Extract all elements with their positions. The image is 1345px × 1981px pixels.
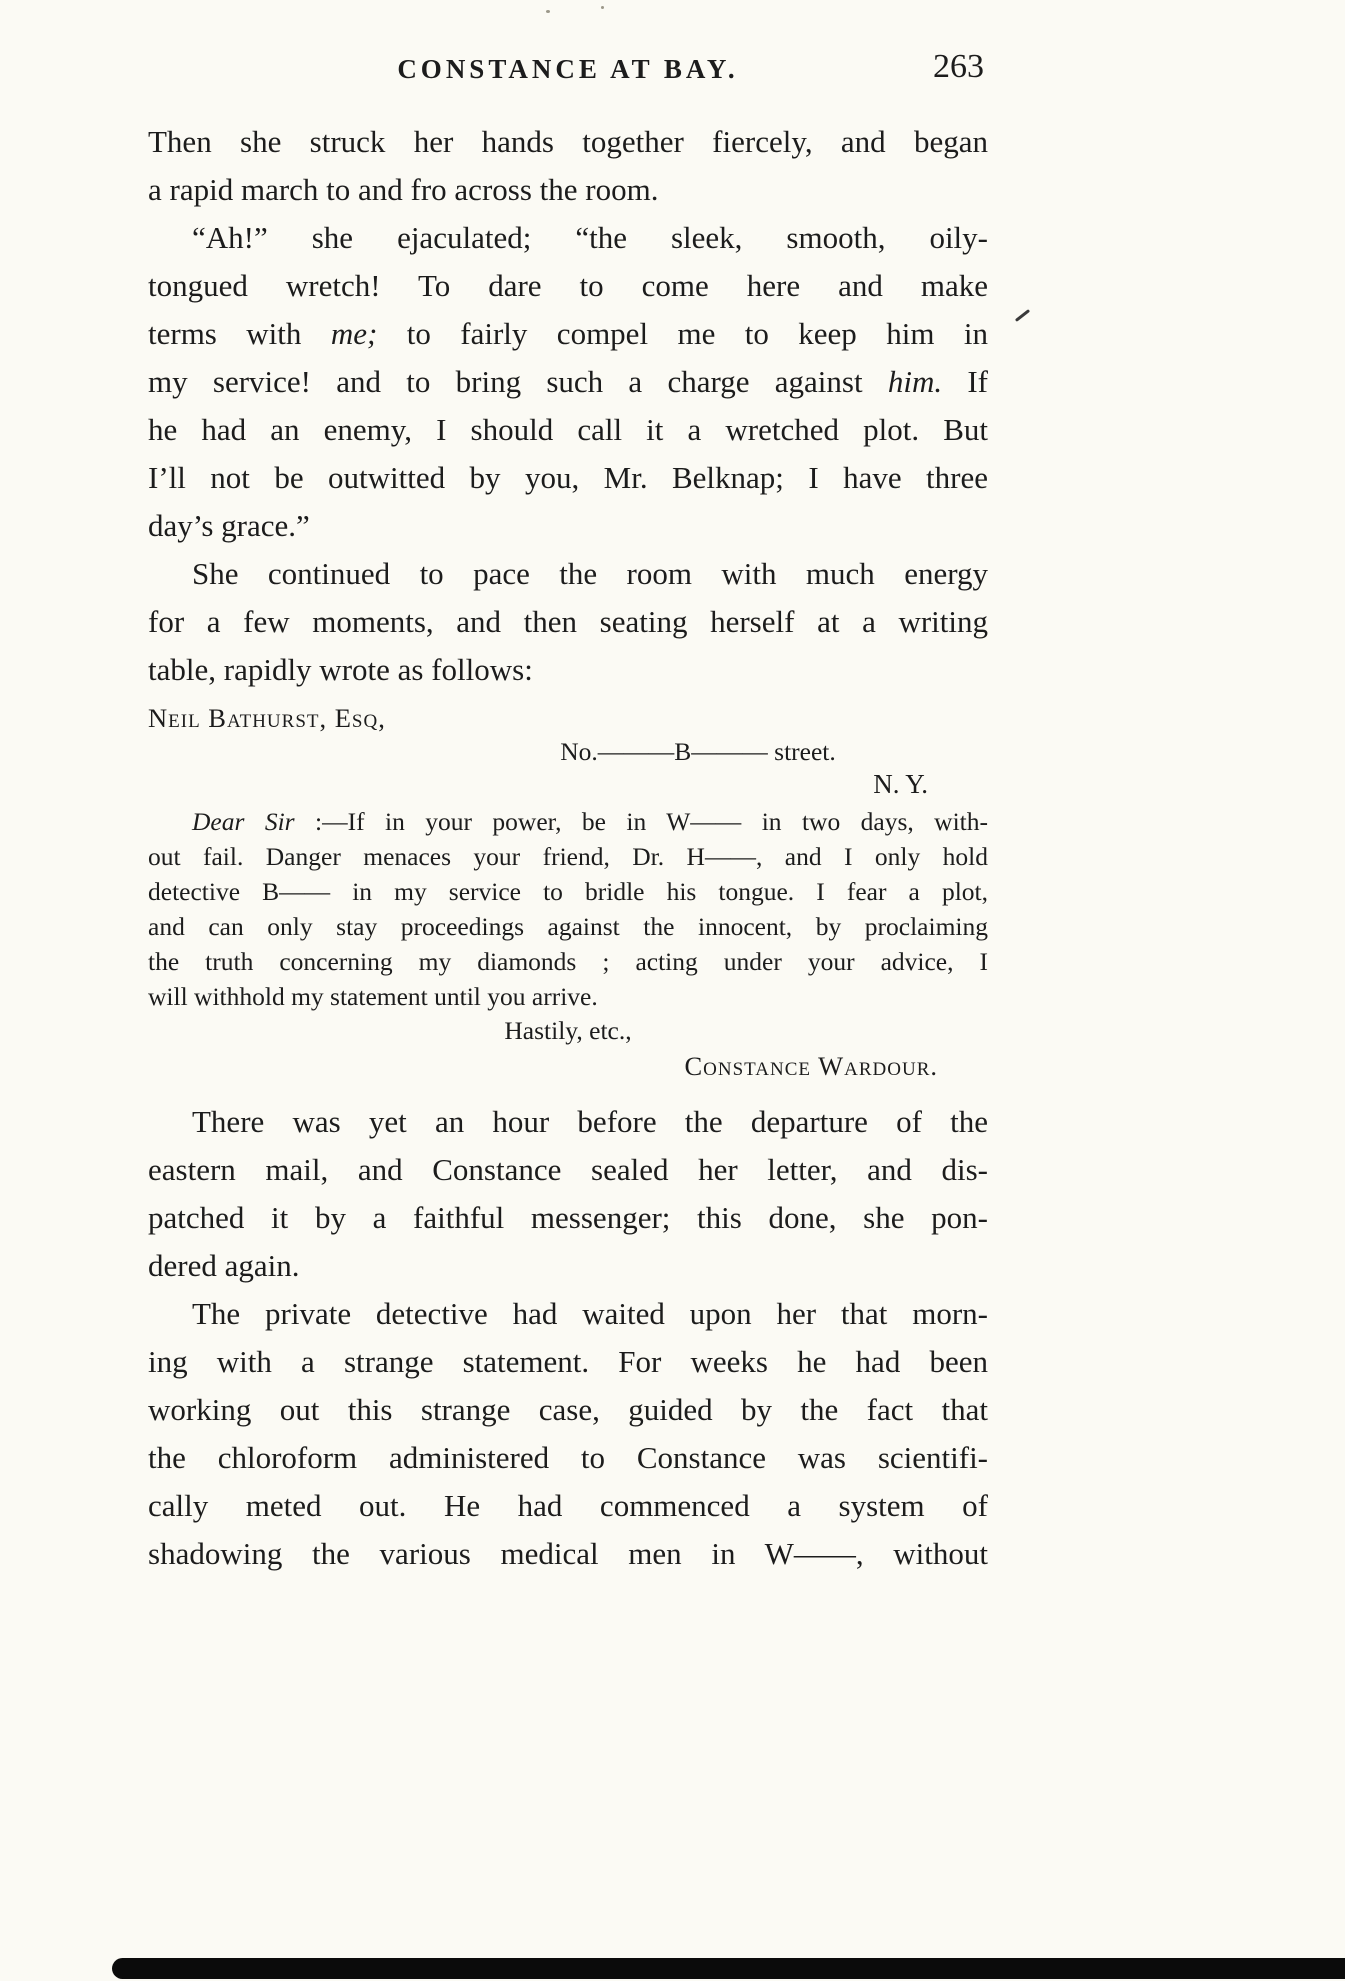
text-segment: If [942, 364, 988, 399]
letter-body [148, 804, 988, 1014]
text-line: the chloroform administered to Constance was scientifi- [148, 1440, 988, 1475]
scan-pen-mark [1015, 309, 1030, 322]
scan-speck [601, 6, 604, 9]
italic-segment: me; [330, 316, 378, 351]
running-title: CONSTANCE AT BAY. [397, 54, 739, 84]
text-line: “Ah!” she ejaculated; “the sleek, smooth, oily- [192, 220, 988, 255]
paragraph-5 [148, 1290, 988, 1578]
text-line [148, 358, 988, 406]
text-line: working out this strange case, guided by the fact that [148, 1392, 988, 1427]
letter-block [148, 702, 988, 1084]
paragraph-4 [148, 1098, 988, 1290]
paragraph-1 [148, 118, 988, 214]
text-line: for a few moments, and then seating herself at a writing [148, 604, 988, 639]
text-line: table, rapidly wrote as follows: [148, 652, 533, 687]
text-segment: :—If in your power, be in W—— in two days, with- [294, 807, 988, 836]
text-line: There was yet an hour before the departure of the [192, 1104, 988, 1139]
scan-speck [546, 10, 550, 13]
text-line: I’ll not be outwitted by you, Mr. Belknap; I have three [148, 460, 988, 495]
letter-closing: Hastily, etc., [504, 1016, 632, 1045]
text-line: the truth concerning my diamonds ; acting under your advice, I [148, 947, 988, 976]
text-line: Then she struck her hands together fiercely, and began [148, 124, 988, 159]
text-line: eastern mail, and Constance sealed her letter, and dis- [148, 1152, 988, 1187]
letter-addressee: Neil Bathurst, Esq, [148, 703, 386, 733]
text-line: shadowing the various medical men in W——, without [148, 1536, 988, 1571]
paragraph-3 [148, 550, 988, 694]
italic-segment: him. [887, 364, 943, 399]
text-segment: my service! and to bring such a charge against [148, 364, 888, 399]
text-line: will withhold my statement until you arrive. [148, 982, 598, 1011]
text-line: The private detective had waited upon her that morn- [192, 1296, 988, 1331]
letter-signature: Constance Wardour. [684, 1051, 938, 1081]
letter-address-line: No.———B——— street. [560, 737, 836, 766]
italic-segment: Dear Sir [192, 807, 295, 836]
text-line [148, 310, 988, 358]
text-line: patched it by a faithful messenger; this done, she pon- [148, 1200, 988, 1235]
scan-edge-bar [112, 1958, 1345, 1979]
page-header [148, 48, 988, 92]
text-line: detective B—— in my service to bridle his tongue. I fear a plot, [148, 877, 988, 906]
text-column [148, 118, 988, 1578]
paragraph-2 [148, 214, 988, 550]
text-line: dered again. [148, 1248, 300, 1283]
text-line: ing with a strange statement. For weeks he had been [148, 1344, 988, 1379]
text-line: cally meted out. He had commenced a system of [148, 1488, 988, 1523]
text-line [148, 804, 988, 839]
page-number: 263 [933, 48, 984, 85]
text-line: a rapid march to and fro across the room. [148, 172, 659, 207]
text-line: he had an enemy, I should call it a wretched plot. But [148, 412, 988, 447]
text-line: day’s grace.” [148, 508, 310, 543]
text-segment: to fairly compel me to keep him in [377, 316, 988, 351]
text-line: out fail. Danger menaces your friend, Dr. H——, and I only hold [148, 842, 988, 871]
letter-city: N. Y. [873, 769, 928, 799]
text-line: and can only stay proceedings against the innocent, by proclaiming [148, 912, 988, 941]
text-line: She continued to pace the room with much energy [192, 556, 988, 591]
text-line: tongued wretch! To dare to come here and make [148, 268, 988, 303]
text-segment: terms with [148, 316, 331, 351]
